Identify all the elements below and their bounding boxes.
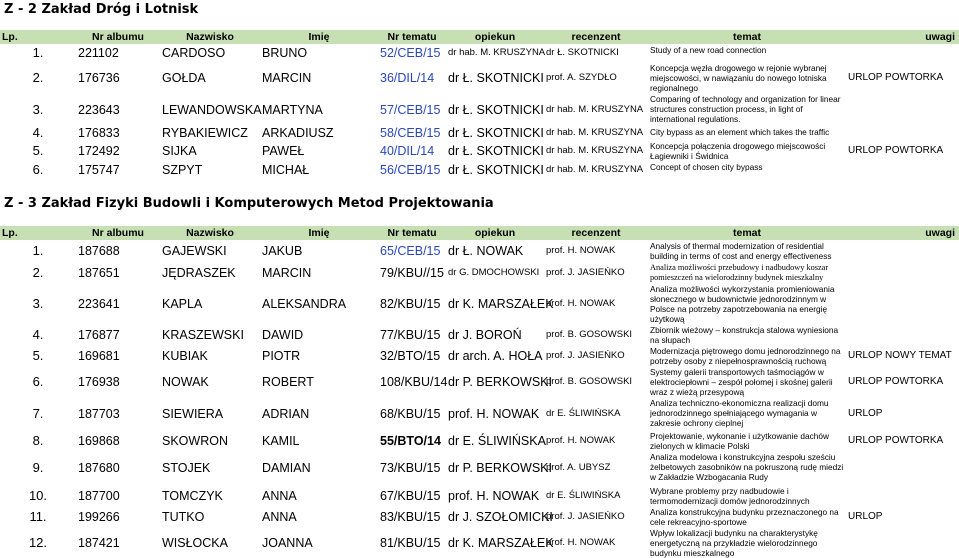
supervisor-cell: dr J. SZOŁOMICKI (448, 509, 553, 524)
remarks-cell (846, 324, 959, 345)
table-row (0, 430, 959, 451)
table-row (0, 262, 959, 283)
topic-cell: City bypass as an element which takes the traffic (650, 127, 830, 137)
topic-number-cell: 83/KBU/15 (380, 509, 441, 524)
column-header-lp: Lp. (0, 30, 76, 44)
lp-cell: 8. (32, 432, 44, 448)
topic-number-cell: 58/CEB/15 (380, 126, 441, 140)
surname-cell: SZPYT (162, 162, 203, 177)
surname-cell: RYBAKIEWICZ (162, 126, 248, 140)
remarks-cell: URLOP POWTORKA (848, 71, 944, 83)
reviewer-cell: dr E. ŚLIWIŃSKA (546, 407, 621, 419)
supervisor-cell: dr J. BOROŃ (448, 327, 522, 342)
header-row (0, 226, 959, 240)
album-cell: 175747 (78, 162, 120, 177)
reviewer-cell: dr hab. M. KRUSZYNA (546, 103, 644, 115)
remarks-cell (846, 161, 959, 178)
column-header-supervisor: opiekun (446, 30, 544, 44)
topic-cell: Analiza możliwości przebudowy i nadbudowy koszar pomieszczeń na wielorodzinny budynek mieszkalny (650, 263, 829, 282)
lp-cell: 1. (32, 243, 44, 258)
section-title-z3: Z - 3 Zakład Fizyki Budowli i Komputerowych Metod Projektowania (4, 196, 494, 211)
surname-cell: WISŁOCKA (162, 535, 228, 550)
lp-cell: 6. (32, 373, 44, 389)
supervisor-cell: dr Ł. SKOTNICKI (448, 126, 544, 140)
supervisor-cell: dr G. DMOCHOWSKI (448, 266, 540, 278)
surname-cell: NOWAK (162, 374, 209, 389)
remarks-cell (846, 93, 959, 126)
name-cell: ANNA (262, 488, 297, 503)
remarks-cell: URLOP POWTORKA (848, 144, 944, 156)
remarks-cell: URLOP NOWY TEMAT (848, 349, 952, 361)
table-row (0, 93, 959, 126)
topic-number-cell: 77/KBU/15 (380, 327, 441, 342)
reviewer-cell: prof. H. NOWAK (546, 297, 616, 309)
remarks-cell (846, 451, 959, 485)
surname-cell: CARDOSO (162, 46, 226, 60)
column-header-remarks: uwagi (846, 30, 959, 44)
lp-cell: 4. (32, 125, 44, 140)
album-cell: 176736 (78, 70, 120, 85)
lp-cell: 1. (32, 45, 44, 60)
topic-number-cell: 65/CEB/15 (380, 244, 441, 258)
reviewer-cell: prof. H. NOWAK (546, 434, 616, 446)
table-row (0, 345, 959, 366)
name-cell: MICHAŁ (262, 162, 310, 177)
album-cell: 221102 (78, 46, 119, 60)
topic-cell: Systemy galerii transportowych taśmociągów w elektrociepłowni – zespół połomej i skośnej galerii wraz z wieżą przesypową (650, 367, 833, 397)
lp-cell: 5. (32, 142, 44, 158)
album-cell: 187680 (78, 461, 120, 475)
column-header-lp: Lp. (0, 226, 76, 240)
topic-cell: Analiza konstrukcyjna budynku przeznaczonego na cele rekreacyjno-sportowe (650, 507, 839, 527)
column-header-supervisor: opiekun (446, 226, 544, 240)
column-header-name: Imię (260, 30, 378, 44)
topic-number-cell: 56/CEB/15 (380, 162, 441, 177)
reviewer-cell: dr E. ŚLIWIŃSKA (546, 489, 621, 501)
column-header-surname: Nazwisko (160, 30, 260, 44)
album-cell: 187421 (78, 535, 120, 550)
supervisor-cell: dr Ł. SKOTNICKI (448, 162, 544, 177)
lp-cell: 4. (32, 326, 44, 342)
reviewer-cell: prof. B. GOSOWSKI (546, 375, 633, 387)
supervisor-cell: dr P. BERKOWSKI (448, 461, 552, 475)
table-z3 (0, 226, 959, 558)
topic-cell: Analysis of thermal modernization of residential building in terms of cost and energy effectiveness (650, 241, 832, 261)
remarks-cell (846, 240, 959, 262)
column-header-album: Nr albumu (76, 30, 160, 44)
topic-cell: Wybrane problemy przy nadbudowie i termomodernizacji domów jednorodzinnych (650, 486, 810, 506)
album-cell: 187688 (78, 244, 120, 258)
supervisor-cell: prof. H. NOWAK (448, 406, 540, 421)
supervisor-cell: prof. H. NOWAK (448, 488, 540, 503)
topic-number-cell: 36/DIL/14 (380, 70, 435, 85)
remarks-cell (846, 126, 959, 140)
table-row (0, 240, 959, 262)
table-row (0, 62, 959, 93)
surname-cell: SIEWIERA (162, 406, 224, 421)
reviewer-cell: prof. J. JASIEŃKO (546, 266, 625, 278)
table-row (0, 283, 959, 324)
section-title-z2: Z - 2 Zakład Dróg i Lotnisk (4, 2, 199, 17)
reviewer-cell: prof. J. JASIEŃKO (546, 349, 625, 361)
topic-number-cell: 40/DIL/14 (380, 143, 435, 158)
lp-cell: 5. (32, 347, 44, 363)
topic-cell: Study of a new road connection (650, 45, 767, 55)
topic-cell: Wpływ lokalizacji budynku na charakterystykę energetyczną na przykładzie wielorodzinnego budynku mieszkalnego (650, 528, 818, 558)
lp-cell: 10. (28, 487, 48, 503)
reviewer-cell: prof. J. JASIEŃKO (546, 510, 625, 522)
topic-number-cell: 55/BTO/14 (380, 433, 441, 448)
lp-cell: 11. (29, 508, 47, 524)
surname-cell: KRASZEWSKI (162, 327, 244, 342)
surname-cell: SIJKA (162, 143, 197, 158)
name-cell: KAMIL (262, 433, 300, 448)
table-row (0, 397, 959, 430)
topic-number-cell: 68/KBU/15 (380, 406, 441, 421)
topic-cell: Koncepcja połączenia drogowego miejscowości Łagiewniki i Świdnica (650, 141, 826, 161)
album-cell: 223641 (78, 296, 120, 311)
album-cell: 187703 (78, 406, 120, 421)
remarks-cell (846, 485, 959, 506)
column-header-surname: Nazwisko (160, 226, 260, 240)
remarks-cell (846, 262, 959, 283)
column-header-topic-number: Nr tematu (378, 226, 446, 240)
album-cell: 169681 (78, 348, 120, 363)
album-cell: 187651 (78, 265, 120, 280)
album-cell: 176938 (78, 374, 120, 389)
topic-number-cell: 32/BTO/15 (380, 348, 441, 363)
name-cell: PAWEŁ (262, 143, 305, 158)
surname-cell: TUTKO (162, 509, 205, 524)
supervisor-cell: dr Ł. SKOTNICKI (448, 70, 544, 85)
supervisor-cell: dr Ł. NOWAK (448, 244, 524, 258)
reviewer-cell: prof. H. NOWAK (546, 536, 616, 548)
supervisor-cell: dr hab. M. KRUSZYNA (448, 47, 546, 58)
column-header-reviewer: recenzent (544, 226, 648, 240)
topic-number-cell: 81/KBU/15 (380, 535, 441, 550)
album-cell: 172492 (78, 143, 120, 158)
reviewer-cell: dr hab. M. KRUSZYNA (546, 144, 644, 156)
reviewer-cell: dr Ł. SKOTNICKI (546, 47, 619, 58)
remarks-cell (846, 283, 959, 324)
reviewer-cell: prof. H. NOWAK (546, 245, 616, 256)
topic-cell: Analiza modelowa i konstrukcyjna zespołu sześciu żelbetowych zasobników na pokruszoną rudę miedzi w Zakładzie Wzbogacania Rudy (650, 452, 844, 482)
supervisor-cell: dr Ł. SKOTNICKI (448, 102, 544, 117)
name-cell: BRUNO (262, 46, 308, 60)
lp-cell: 3. (32, 101, 44, 117)
supervisor-cell: dr P. BERKOWSKI (448, 374, 552, 389)
topic-cell: Projektowanie, wykonanie i użytkowanie dachów zielonych w klimacie Polski (650, 431, 829, 451)
column-header-reviewer: recenzent (544, 30, 648, 44)
album-cell: 176877 (78, 327, 120, 342)
remarks-cell: URLOP (848, 407, 883, 419)
supervisor-cell: dr K. MARSZAŁEK (448, 535, 554, 550)
remarks-cell (846, 527, 959, 558)
supervisor-cell: dr K. MARSZAŁEK (448, 296, 554, 311)
lp-cell: 6. (32, 161, 44, 177)
surname-cell: KUBIAK (162, 348, 208, 363)
topic-number-cell: 82/KBU/15 (380, 296, 441, 311)
lp-cell: 3. (32, 295, 44, 311)
surname-cell: TOMCZYK (162, 488, 223, 503)
name-cell: ANNA (262, 509, 297, 524)
table-row (0, 324, 959, 345)
topic-number-cell: 57/CEB/15 (380, 102, 441, 117)
surname-cell: GOŁDA (162, 70, 206, 85)
album-cell: 223643 (78, 102, 120, 117)
surname-cell: GAJEWSKI (162, 244, 227, 258)
name-cell: MARCIN (262, 70, 312, 85)
reviewer-cell: prof. A. UBYSZ (546, 462, 611, 473)
supervisor-cell: dr Ł. SKOTNICKI (448, 143, 544, 158)
name-cell: MARTYNA (262, 102, 323, 117)
table-row (0, 527, 959, 558)
remarks-cell (846, 44, 959, 62)
table-row (0, 485, 959, 506)
table-z2 (0, 30, 959, 178)
name-cell: PIOTR (262, 348, 301, 363)
reviewer-cell: prof. A. SZYDŁO (546, 71, 617, 83)
column-header-topic: temat (648, 30, 846, 44)
remarks-cell: URLOP (848, 510, 883, 522)
lp-cell: 7. (32, 405, 44, 421)
remarks-cell: URLOP POWTORKA (848, 434, 944, 446)
table-row (0, 451, 959, 485)
table-row (0, 506, 959, 527)
lp-cell: 9. (32, 460, 44, 475)
supervisor-cell: dr E. ŚLIWIŃSKA (448, 433, 546, 448)
name-cell: ALEKSANDRA (262, 296, 347, 311)
header-row (0, 30, 959, 44)
topic-number-cell: 79/KBU//15 (380, 265, 444, 280)
lp-cell: 2. (32, 69, 44, 85)
name-cell: ROBERT (262, 374, 314, 389)
surname-cell: JĘDRASZEK (162, 265, 236, 280)
surname-cell: LEWANDOWSKA (162, 102, 262, 117)
column-header-name: Imię (260, 226, 378, 240)
album-cell: 169868 (78, 433, 120, 448)
surname-cell: KAPLA (162, 296, 203, 311)
table-row (0, 366, 959, 397)
column-header-topic: temat (648, 226, 846, 240)
topic-number-cell: 52/CEB/15 (380, 46, 441, 60)
surname-cell: SKOWRON (162, 433, 228, 448)
name-cell: DAWID (262, 327, 304, 342)
topic-cell: Analiza techniczno-ekonomiczna realizacji domu jednorodzinnego spełniającego wymagania w zakresie ochrony cieplnej (650, 398, 829, 428)
topic-cell: Koncepcja węzła drogowego w rejonie wybranej miejscowości, w nawiązaniu do nowego lotniska regionalnego (650, 63, 827, 93)
reviewer-cell: dr hab. M. KRUSZYNA (546, 127, 644, 138)
column-header-remarks: uwagi (846, 226, 959, 240)
surname-cell: STOJEK (162, 461, 211, 475)
supervisor-cell: dr arch. A. HOŁA (448, 348, 543, 363)
album-cell: 176833 (78, 126, 120, 140)
reviewer-cell: prof. B. GOSOWSKI (546, 328, 633, 340)
name-cell: JOANNA (262, 535, 313, 550)
name-cell: DAMIAN (262, 461, 311, 475)
topic-number-cell: 73/KBU/15 (380, 461, 441, 475)
column-header-album: Nr albumu (76, 226, 160, 240)
name-cell: JAKUB (262, 244, 303, 258)
table-row (0, 126, 959, 140)
table-row (0, 140, 959, 161)
name-cell: ADRIAN (262, 406, 310, 421)
reviewer-cell: dr hab. M. KRUSZYNA (546, 163, 644, 175)
column-header-topic-number: Nr tematu (378, 30, 446, 44)
lp-cell: 2. (32, 264, 44, 280)
topic-number-cell: 108/KBU/14 (380, 374, 448, 389)
topic-cell: Analiza możliwości wykorzystania promieniowania słonecznego w budownictwie jednorodzinnym w Polsce na potrzeby zapotrzebowania na energię użytkową (650, 284, 835, 324)
topic-cell: Modernizacja piętrowego domu jednorodzinnego na potrzeby osoby z niepełnosprawnością ruchową (650, 346, 841, 366)
table-row (0, 161, 959, 178)
topic-cell: Concept of chosen city bypass (650, 162, 763, 172)
album-cell: 187700 (78, 488, 120, 503)
topic-cell: Zbiornik wieżowy – konstrukcja stalowa wyniesiona na słupach (650, 325, 839, 345)
album-cell: 199266 (78, 509, 120, 524)
name-cell: MARCIN (262, 265, 312, 280)
remarks-cell: URLOP POWTORKA (848, 375, 944, 387)
topic-number-cell: 67/KBU/15 (380, 488, 441, 503)
table-row (0, 44, 959, 62)
lp-cell: 12. (28, 534, 48, 550)
topic-cell: Comparing of technology and organization for linear structures construction process, in light of international regulations. (650, 94, 841, 124)
name-cell: ARKADIUSZ (262, 126, 334, 140)
